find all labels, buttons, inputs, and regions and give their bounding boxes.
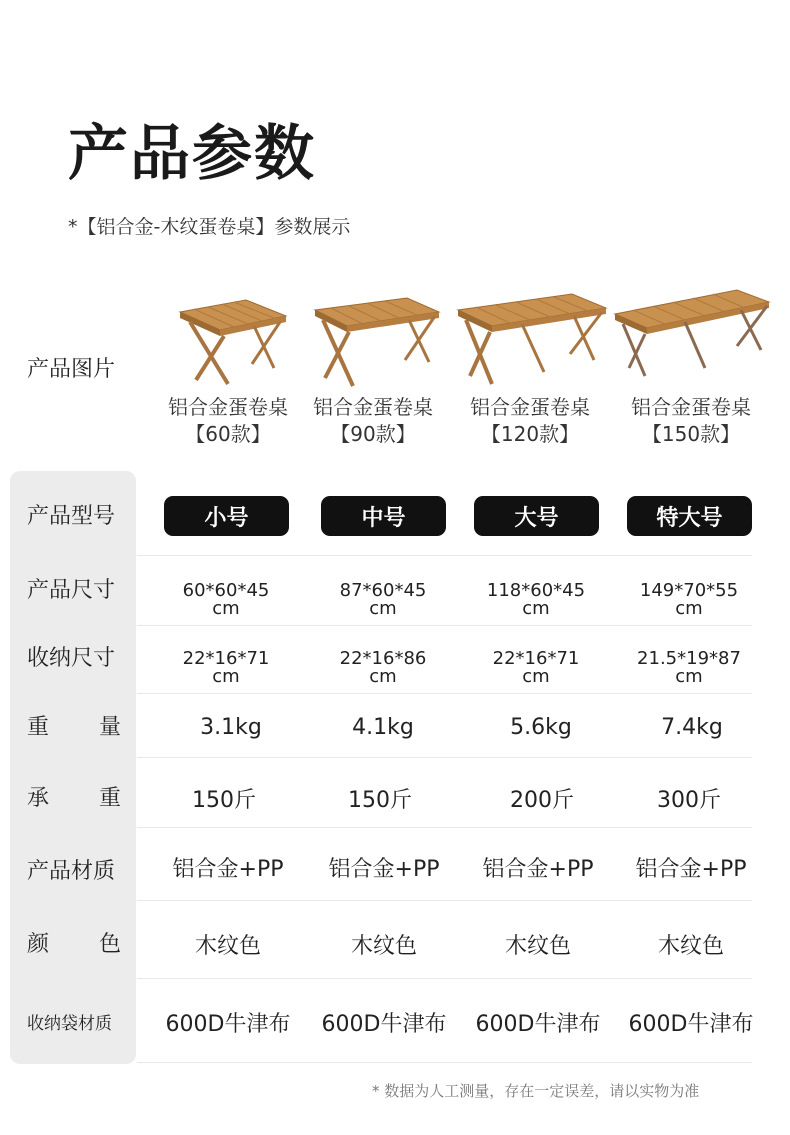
product-size-tag: 【150款】: [641, 422, 741, 446]
row-divider: [137, 757, 752, 758]
storage-unit: cm: [369, 666, 397, 687]
table-60-image: [168, 280, 288, 392]
dimensions-unit: cm: [212, 598, 240, 619]
color-value: 木纹色: [350, 934, 417, 959]
row-label-material: 产品材质: [27, 859, 116, 884]
footnote: * 数据为人工测量，存在一定误差，请以实物为准: [372, 1082, 700, 1100]
storage-unit: cm: [522, 666, 550, 687]
table-120-image: [452, 280, 608, 392]
model-pill-small: 小号: [164, 496, 289, 536]
product-card-60: [148, 280, 308, 448]
load-value: 200斤: [510, 788, 574, 813]
weight-value: 5.6kg: [510, 715, 572, 740]
dimensions-value: 149*70*55: [639, 580, 739, 601]
page-subtitle: *【铝合金-木纹蛋卷桌】参数展示: [68, 216, 351, 238]
load-value: 300斤: [657, 788, 721, 813]
color-value: 木纹色: [504, 934, 571, 959]
page-title: 产品参数: [68, 119, 316, 189]
material-value: 铝合金+PP: [635, 857, 747, 882]
product-name: 铝合金蛋卷桌: [470, 395, 590, 419]
model-pill-medium: 中号: [321, 496, 446, 536]
product-name: 铝合金蛋卷桌: [168, 395, 288, 419]
product-size-tag: 【90款】: [330, 422, 416, 446]
row-divider: [137, 693, 752, 694]
product-card-150: [611, 280, 771, 448]
row-divider: [137, 555, 752, 556]
row-label-load: 承重: [27, 786, 121, 811]
color-value: 木纹色: [194, 934, 261, 959]
table-150-image: [611, 280, 771, 392]
color-value: 木纹色: [657, 934, 724, 959]
bag-value: 600D牛津布: [475, 1012, 601, 1037]
model-pill-large: 大号: [474, 496, 599, 536]
row-label-weight: 重量: [27, 715, 121, 740]
storage-value: 21.5*19*87: [637, 648, 741, 669]
row-label-images: 产品图片: [27, 357, 116, 382]
load-value: 150斤: [192, 788, 256, 813]
row-label-panel: [10, 471, 136, 1064]
dimensions-unit: cm: [369, 598, 397, 619]
material-value: 铝合金+PP: [172, 857, 284, 882]
row-label-storage: 收纳尺寸: [27, 646, 116, 671]
model-pill-xlarge: 特大号: [627, 496, 752, 536]
product-name: 铝合金蛋卷桌: [313, 395, 433, 419]
row-label-model: 产品型号: [27, 504, 116, 529]
product-name: 铝合金蛋卷桌: [631, 395, 751, 419]
row-divider: [137, 1062, 752, 1063]
dimensions-value: 87*60*45: [339, 580, 427, 601]
storage-value: 22*16*71: [492, 648, 580, 669]
row-label-dimensions: 产品尺寸: [27, 578, 116, 603]
dimensions-value: 60*60*45: [182, 580, 270, 601]
dimensions-value: 118*60*45: [486, 580, 586, 601]
weight-value: 3.1kg: [200, 715, 262, 740]
bag-value: 600D牛津布: [165, 1012, 291, 1037]
product-size-tag: 【60款】: [185, 422, 271, 446]
storage-unit: cm: [212, 666, 240, 687]
storage-value: 22*16*71: [182, 648, 270, 669]
weight-value: 7.4kg: [661, 715, 723, 740]
material-value: 铝合金+PP: [328, 857, 440, 882]
row-divider: [137, 625, 752, 626]
product-card-90: [293, 280, 453, 448]
storage-value: 22*16*86: [339, 648, 427, 669]
product-card-120: [450, 280, 610, 448]
dimensions-unit: cm: [522, 598, 550, 619]
weight-value: 4.1kg: [352, 715, 414, 740]
row-divider: [137, 900, 752, 901]
bag-value: 600D牛津布: [628, 1012, 754, 1037]
bag-value: 600D牛津布: [321, 1012, 447, 1037]
product-size-tag: 【120款】: [480, 422, 580, 446]
row-label-color: 颜色: [27, 932, 121, 957]
row-divider: [137, 978, 752, 979]
dimensions-unit: cm: [675, 598, 703, 619]
row-label-bag: 收纳袋材质: [27, 1014, 112, 1034]
load-value: 150斤: [348, 788, 412, 813]
material-value: 铝合金+PP: [482, 857, 594, 882]
storage-unit: cm: [675, 666, 703, 687]
table-90-image: [303, 280, 443, 392]
row-divider: [137, 827, 752, 828]
